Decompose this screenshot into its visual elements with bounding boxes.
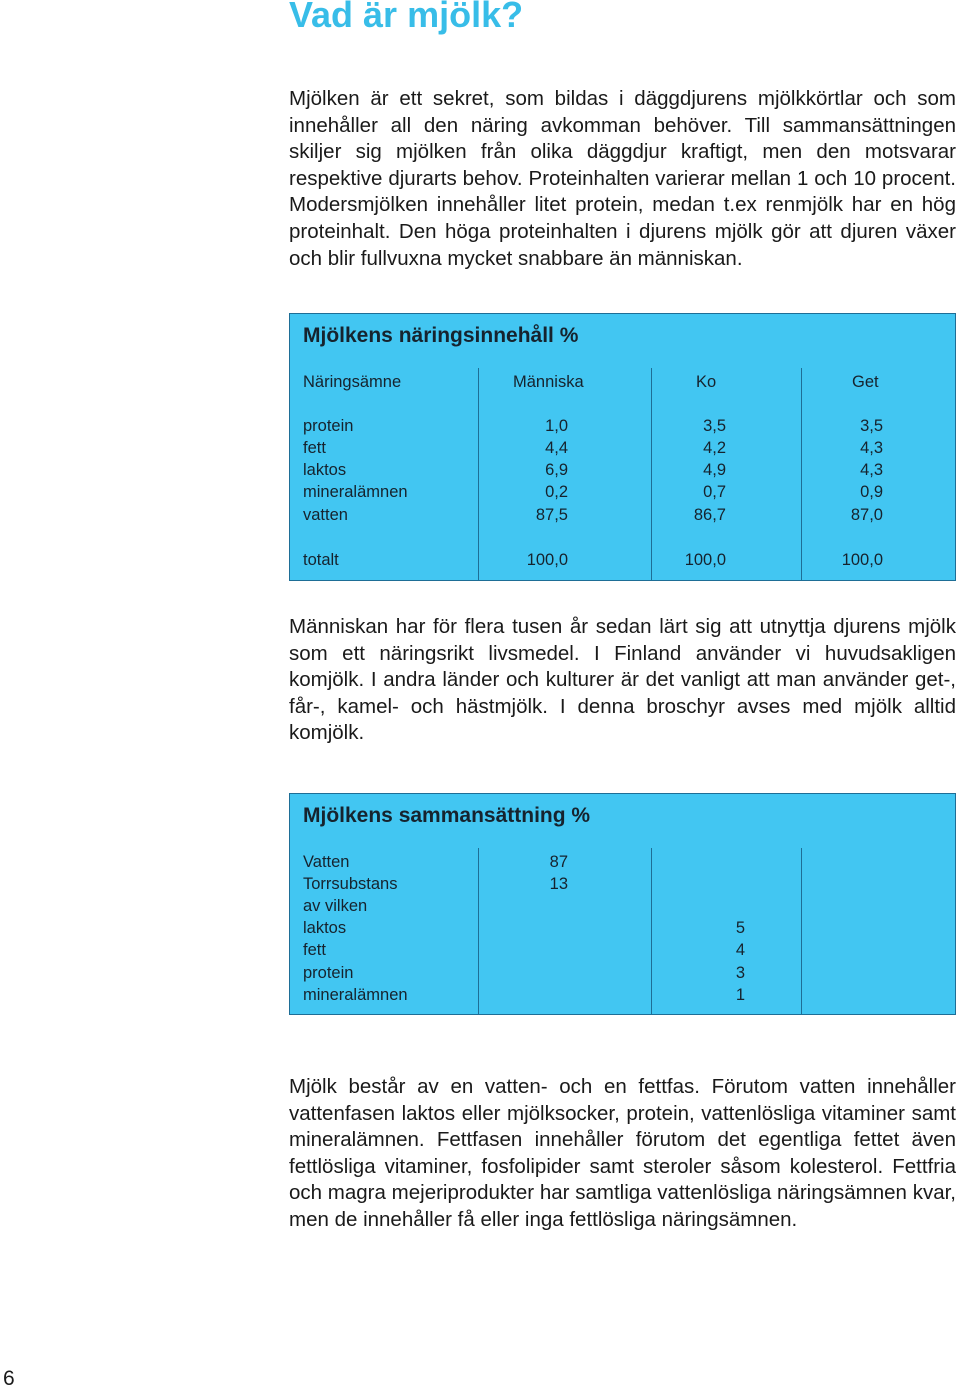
column-divider [801, 368, 802, 580]
row-name: laktos [303, 919, 347, 937]
final-paragraph: Mjölk består av en vatten- och en fettfas. Förutom vatten innehåller vattenfasen laktos eller mjölksocker, protein, vattenlösliga vitaminer samt mineralämnen. Fettfasen innehåller förutom det egentliga fettet även fettlösliga vitaminer, fosfolipider samt steroler såsom kolesterol. Fettfria och magra mejeriprodukter har samtliga vattenlösliga näringsämnen kvar, men de innehåller få eller inga fettlösliga näringsämnen. [289, 1075, 956, 1231]
value-goat: 0,9 [860, 483, 883, 501]
composition-table-title: Mjölkens sammansättning % [303, 804, 591, 827]
total-human: 100,0 [526, 551, 568, 569]
row-name: protein [303, 417, 354, 435]
nutrient-table [289, 313, 956, 581]
row-name: fett [303, 439, 326, 457]
page-number: 6 [3, 1367, 15, 1390]
value-human: 0,2 [545, 483, 568, 501]
composition-table [289, 793, 956, 1015]
value-cow: 86,7 [693, 506, 726, 524]
value-cow: 0,7 [703, 483, 726, 501]
value-total: 13 [549, 875, 568, 893]
value-human: 87,5 [535, 506, 568, 524]
value-goat: 4,3 [860, 461, 883, 479]
value-human: 1,0 [545, 417, 568, 435]
middle-paragraph: Människan har för flera tusen år sedan lärt sig att utnyttja djurens mjölk som ett näringsrikt livsmedel. I Finland använder vi huvudsakligen komjölk. I andra länder och kulturer är det vanligt att man använder get-, får-, kamel- och hästmjölk. I denna broschyr avses med mjölk alltid komjölk. [289, 615, 956, 745]
row-name: protein [303, 964, 354, 982]
row-name: mineralämnen [303, 986, 408, 1004]
column-divider [478, 368, 479, 580]
value-cow: 4,9 [703, 461, 726, 479]
total-cow: 100,0 [684, 551, 726, 569]
value-human: 6,9 [545, 461, 568, 479]
total-label: totalt [303, 551, 339, 569]
nutrient-table-title: Mjölkens näringsinnehåll % [303, 324, 579, 347]
row-name: Vatten [303, 853, 350, 871]
value-part: 4 [735, 941, 745, 959]
row-name: vatten [303, 506, 348, 524]
value-goat: 3,5 [860, 417, 883, 435]
row-name: mineralämnen [303, 483, 408, 501]
header-cow: Ko [696, 373, 717, 391]
column-divider [478, 848, 479, 1014]
column-divider [801, 848, 802, 1014]
row-name: av vilken [303, 897, 368, 915]
value-part: 1 [735, 986, 745, 1004]
header-goat: Get [852, 373, 879, 391]
intro-paragraph: Mjölken är ett sekret, som bildas i däggdjurens mjölkkörtlar och som innehåller all den näring avkomman behöver. Till sammansättningen skiljer sig mjölken från olika däggdjur kraftigt, men den motsvarar respektive djurarts behov. Proteinhalten varierar mellan 1 och 10 procent. Modersmjölken innehåller litet protein, medan t.ex renmjölk har en hög proteinhalt. Den höga proteinhalten i djurens mjölk gör att djuren växer och blir fullvuxna mycket snabbare än människan. [289, 87, 956, 270]
value-cow: 4,2 [703, 439, 726, 457]
page-title: Vad är mjölk? [289, 0, 524, 35]
value-goat: 4,3 [860, 439, 883, 457]
total-goat: 100,0 [841, 551, 883, 569]
column-divider [651, 848, 652, 1014]
header-nutrient: Näringsämne [303, 373, 402, 391]
value-part: 3 [735, 964, 745, 982]
value-human: 4,4 [545, 439, 568, 457]
row-name: Torrsubstans [303, 875, 398, 893]
value-total: 87 [549, 853, 568, 871]
value-cow: 3,5 [703, 417, 726, 435]
row-name: laktos [303, 461, 347, 479]
value-part: 5 [735, 919, 745, 937]
row-name: fett [303, 941, 326, 959]
value-goat: 87,0 [850, 506, 883, 524]
header-human: Människa [513, 373, 584, 391]
